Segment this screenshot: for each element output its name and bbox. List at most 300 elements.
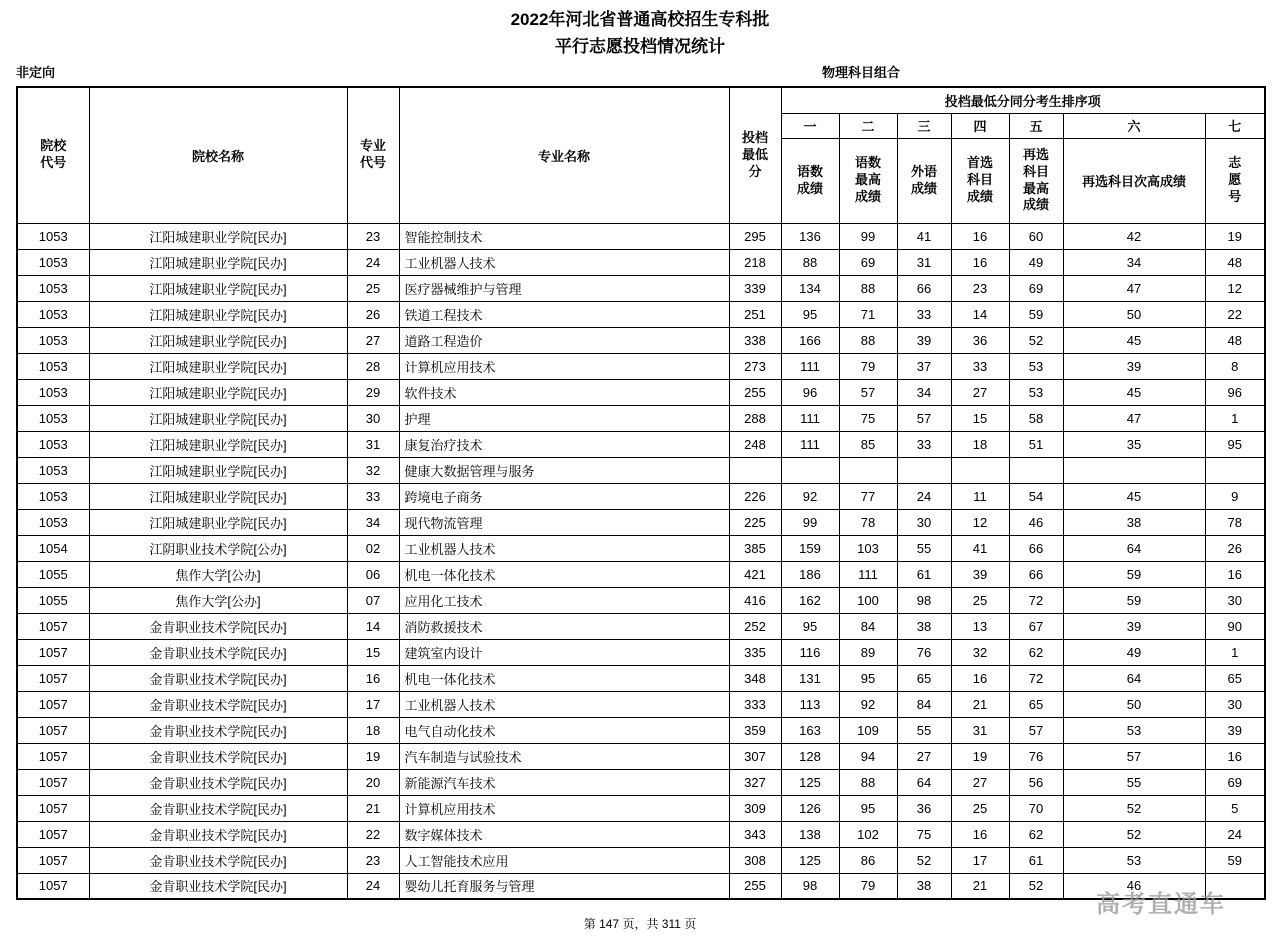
cell: 52	[1063, 795, 1205, 821]
table-row	[17, 613, 1265, 639]
cell: 163	[781, 717, 839, 743]
cell: 江阳城建职业学院[民办]	[89, 223, 347, 249]
cell: 65	[897, 665, 951, 691]
cell: 金肯职业技术学院[民办]	[89, 691, 347, 717]
cell: 45	[1063, 379, 1205, 405]
header-tiebreak-num-1: 一	[781, 113, 839, 138]
cell: 61	[897, 561, 951, 587]
cell: 95	[781, 301, 839, 327]
cell: 11	[951, 483, 1009, 509]
cell: 02	[347, 535, 399, 561]
cell: 21	[951, 691, 1009, 717]
cell: 98	[781, 873, 839, 899]
table-row	[17, 795, 1265, 821]
cell: 汽车制造与试验技术	[399, 743, 729, 769]
cell: 71	[839, 301, 897, 327]
cell: 62	[1009, 639, 1063, 665]
cell: 273	[729, 353, 781, 379]
cell: 385	[729, 535, 781, 561]
cell: 59	[1063, 561, 1205, 587]
cell: 38	[897, 613, 951, 639]
cell: 41	[897, 223, 951, 249]
cell: 江阳城建职业学院[民办]	[89, 275, 347, 301]
table-row	[17, 639, 1265, 665]
cell: 工业机器人技术	[399, 691, 729, 717]
cell: 309	[729, 795, 781, 821]
cell: 58	[1009, 405, 1063, 431]
cell: 52	[1009, 873, 1063, 899]
cell: 1053	[17, 405, 89, 431]
cell: 工业机器人技术	[399, 249, 729, 275]
cell: 机电一体化技术	[399, 665, 729, 691]
cell: 17	[951, 847, 1009, 873]
cell: 46	[1063, 873, 1205, 899]
cell: 59	[1063, 587, 1205, 613]
cell: 14	[347, 613, 399, 639]
cell: 38	[1063, 509, 1205, 535]
cell: 75	[897, 821, 951, 847]
cell: 1057	[17, 639, 89, 665]
cell: 护理	[399, 405, 729, 431]
cell: 88	[781, 249, 839, 275]
cell: 25	[347, 275, 399, 301]
table-header	[17, 87, 1265, 223]
cell: 92	[781, 483, 839, 509]
table-row	[17, 353, 1265, 379]
cell: 12	[1205, 275, 1265, 301]
cell: 30	[1205, 691, 1265, 717]
cell: 金肯职业技术学院[民办]	[89, 717, 347, 743]
cell: 1055	[17, 561, 89, 587]
cell: 45	[1063, 327, 1205, 353]
table-row	[17, 223, 1265, 249]
header-tiebreak-label-5: 再选科目最高成绩	[1009, 138, 1063, 223]
cell: 31	[951, 717, 1009, 743]
cell: 79	[839, 873, 897, 899]
cell: 90	[1205, 613, 1265, 639]
cell: 33	[347, 483, 399, 509]
cell: 79	[839, 353, 897, 379]
cell: 49	[1009, 249, 1063, 275]
cell: 66	[897, 275, 951, 301]
cell: 51	[1009, 431, 1063, 457]
cell: 1057	[17, 795, 89, 821]
table-row	[17, 431, 1265, 457]
cell: 1057	[17, 691, 89, 717]
cell: 27	[951, 379, 1009, 405]
cell: 1053	[17, 353, 89, 379]
cell: 338	[729, 327, 781, 353]
cell: 39	[1205, 717, 1265, 743]
cell: 55	[1063, 769, 1205, 795]
cell: 53	[1009, 353, 1063, 379]
cell: 金肯职业技术学院[民办]	[89, 847, 347, 873]
cell: 252	[729, 613, 781, 639]
cell: 1053	[17, 275, 89, 301]
cell: 23	[347, 847, 399, 873]
cell: 20	[347, 769, 399, 795]
cell: 现代物流管理	[399, 509, 729, 535]
cell: 166	[781, 327, 839, 353]
header-tiebreak-label-3: 外语成绩	[897, 138, 951, 223]
cell: 江阳城建职业学院[民办]	[89, 327, 347, 353]
cell: 416	[729, 587, 781, 613]
cell: 61	[1009, 847, 1063, 873]
cell: 95	[839, 795, 897, 821]
cell: 焦作大学[公办]	[89, 587, 347, 613]
cell: 26	[347, 301, 399, 327]
cell: 76	[897, 639, 951, 665]
cell: 65	[1009, 691, 1063, 717]
cell: 307	[729, 743, 781, 769]
cell: 48	[1205, 249, 1265, 275]
cell: 康复治疗技术	[399, 431, 729, 457]
header-college-name: 院校名称	[89, 87, 347, 223]
cell: 111	[839, 561, 897, 587]
cell: 98	[897, 587, 951, 613]
cell: 人工智能技术应用	[399, 847, 729, 873]
cell: 103	[839, 535, 897, 561]
cell: 金肯职业技术学院[民办]	[89, 769, 347, 795]
cell: 30	[1205, 587, 1265, 613]
cell	[839, 457, 897, 483]
header-tiebreak-label-2: 语数最高成绩	[839, 138, 897, 223]
cell: 12	[951, 509, 1009, 535]
cell: 53	[1063, 847, 1205, 873]
cell: 江阴职业技术学院[公办]	[89, 535, 347, 561]
cell: 应用化工技术	[399, 587, 729, 613]
cell: 06	[347, 561, 399, 587]
cell: 343	[729, 821, 781, 847]
cell: 88	[839, 769, 897, 795]
cell: 46	[1009, 509, 1063, 535]
placement-table	[16, 86, 1266, 900]
cell: 96	[781, 379, 839, 405]
cell: 1057	[17, 847, 89, 873]
cell: 65	[1205, 665, 1265, 691]
cell: 56	[1009, 769, 1063, 795]
cell: 49	[1063, 639, 1205, 665]
cell: 67	[1009, 613, 1063, 639]
cell	[1063, 457, 1205, 483]
cell: 1057	[17, 743, 89, 769]
cell: 1053	[17, 249, 89, 275]
cell: 95	[781, 613, 839, 639]
header-tiebreak-num-2: 二	[839, 113, 897, 138]
cell: 铁道工程技术	[399, 301, 729, 327]
cell: 07	[347, 587, 399, 613]
cell: 116	[781, 639, 839, 665]
cell: 18	[347, 717, 399, 743]
cell: 1055	[17, 587, 89, 613]
cell: 16	[1205, 561, 1265, 587]
cell: 24	[347, 249, 399, 275]
cell: 跨境电子商务	[399, 483, 729, 509]
cell: 28	[347, 353, 399, 379]
cell: 47	[1063, 405, 1205, 431]
cell: 111	[781, 405, 839, 431]
cell	[1009, 457, 1063, 483]
cell: 339	[729, 275, 781, 301]
cell: 52	[1009, 327, 1063, 353]
cell: 32	[347, 457, 399, 483]
cell: 57	[897, 405, 951, 431]
cell: 53	[1063, 717, 1205, 743]
cell: 电气自动化技术	[399, 717, 729, 743]
cell: 30	[347, 405, 399, 431]
cell: 16	[951, 821, 1009, 847]
cell: 38	[897, 873, 951, 899]
cell: 软件技术	[399, 379, 729, 405]
page-title-line2: 平行志愿投档情况统计	[555, 37, 725, 57]
cell: 248	[729, 431, 781, 457]
cell: 88	[839, 275, 897, 301]
cell: 1053	[17, 431, 89, 457]
header-tiebreak-group: 投档最低分同分考生排序项	[781, 87, 1265, 113]
cell: 江阳城建职业学院[民办]	[89, 301, 347, 327]
cell: 59	[1205, 847, 1265, 873]
cell: 69	[1205, 769, 1265, 795]
cell: 24	[1205, 821, 1265, 847]
cell: 52	[897, 847, 951, 873]
cell: 23	[347, 223, 399, 249]
cell: 78	[1205, 509, 1265, 535]
cell: 39	[1063, 353, 1205, 379]
cell: 金肯职业技术学院[民办]	[89, 665, 347, 691]
cell: 1053	[17, 223, 89, 249]
table-row	[17, 535, 1265, 561]
cell: 251	[729, 301, 781, 327]
cell: 1053	[17, 457, 89, 483]
cell: 50	[1063, 301, 1205, 327]
header-tiebreak-label-6: 再选科目次高成绩	[1063, 138, 1205, 223]
cell: 76	[1009, 743, 1063, 769]
cell: 99	[839, 223, 897, 249]
cell: 17	[347, 691, 399, 717]
cell: 134	[781, 275, 839, 301]
cell: 22	[347, 821, 399, 847]
cell: 295	[729, 223, 781, 249]
cell: 288	[729, 405, 781, 431]
cell: 64	[1063, 535, 1205, 561]
cell: 69	[839, 249, 897, 275]
cell: 1053	[17, 379, 89, 405]
cell: 14	[951, 301, 1009, 327]
cell: 92	[839, 691, 897, 717]
cell: 78	[839, 509, 897, 535]
cell: 江阳城建职业学院[民办]	[89, 249, 347, 275]
cell: 72	[1009, 665, 1063, 691]
cell: 19	[1205, 223, 1265, 249]
cell: 16	[951, 665, 1009, 691]
cell: 24	[897, 483, 951, 509]
cell: 99	[781, 509, 839, 535]
cell: 113	[781, 691, 839, 717]
cell: 32	[951, 639, 1009, 665]
cell: 94	[839, 743, 897, 769]
cell: 16	[951, 249, 1009, 275]
cell: 25	[951, 587, 1009, 613]
cell: 50	[1063, 691, 1205, 717]
table-row	[17, 717, 1265, 743]
table-row	[17, 275, 1265, 301]
cell: 焦作大学[公办]	[89, 561, 347, 587]
cell: 126	[781, 795, 839, 821]
cell: 95	[1205, 431, 1265, 457]
header-tiebreak-label-7: 志愿号	[1205, 138, 1265, 223]
cell: 34	[897, 379, 951, 405]
cell: 金肯职业技术学院[民办]	[89, 873, 347, 899]
cell: 54	[1009, 483, 1063, 509]
cell: 218	[729, 249, 781, 275]
cell: 37	[897, 353, 951, 379]
cell: 1	[1205, 405, 1265, 431]
cell: 27	[897, 743, 951, 769]
cell: 57	[1009, 717, 1063, 743]
cell: 125	[781, 769, 839, 795]
cell: 金肯职业技术学院[民办]	[89, 743, 347, 769]
cell: 数字媒体技术	[399, 821, 729, 847]
table-row	[17, 665, 1265, 691]
table-row	[17, 405, 1265, 431]
cell: 机电一体化技术	[399, 561, 729, 587]
cell: 136	[781, 223, 839, 249]
header-tiebreak-num-4: 四	[951, 113, 1009, 138]
cell: 31	[897, 249, 951, 275]
table-row	[17, 769, 1265, 795]
header-min-score: 投档最低分	[729, 87, 781, 223]
table-row	[17, 691, 1265, 717]
cell: 消防救援技术	[399, 613, 729, 639]
cell: 66	[1009, 535, 1063, 561]
cell: 95	[839, 665, 897, 691]
cell: 109	[839, 717, 897, 743]
cell: 41	[951, 535, 1009, 561]
table-row	[17, 483, 1265, 509]
table-row	[17, 873, 1265, 899]
cell	[781, 457, 839, 483]
cell: 道路工程造价	[399, 327, 729, 353]
header-college-code: 院校代号	[17, 87, 89, 223]
header-tiebreak-num-6: 六	[1063, 113, 1205, 138]
cell	[897, 457, 951, 483]
cell: 1057	[17, 769, 89, 795]
cell: 57	[1063, 743, 1205, 769]
cell: 62	[1009, 821, 1063, 847]
cell: 24	[347, 873, 399, 899]
cell: 1053	[17, 483, 89, 509]
table-row	[17, 509, 1265, 535]
header-tiebreak-label-4: 首选科目成绩	[951, 138, 1009, 223]
table-row	[17, 743, 1265, 769]
cell: 72	[1009, 587, 1063, 613]
cell: 19	[347, 743, 399, 769]
cell: 100	[839, 587, 897, 613]
cell: 江阳城建职业学院[民办]	[89, 379, 347, 405]
cell: 22	[1205, 301, 1265, 327]
cell: 新能源汽车技术	[399, 769, 729, 795]
cell: 5	[1205, 795, 1265, 821]
cell: 36	[951, 327, 1009, 353]
table-row	[17, 379, 1265, 405]
cell: 39	[951, 561, 1009, 587]
page-title	[0, 6, 1280, 60]
table-row	[17, 821, 1265, 847]
page-title-line1: 2022年河北省普通高校招生专科批	[510, 10, 770, 29]
cell: 1057	[17, 821, 89, 847]
cell: 21	[347, 795, 399, 821]
cell: 27	[347, 327, 399, 353]
cell: 34	[1063, 249, 1205, 275]
cell: 131	[781, 665, 839, 691]
cell: 53	[1009, 379, 1063, 405]
cell: 64	[1063, 665, 1205, 691]
header-tiebreak-label-1: 语数成绩	[781, 138, 839, 223]
cell: 159	[781, 535, 839, 561]
cell: 35	[1063, 431, 1205, 457]
cell: 125	[781, 847, 839, 873]
cell: 333	[729, 691, 781, 717]
cell: 66	[1009, 561, 1063, 587]
cell: 128	[781, 743, 839, 769]
cell: 111	[781, 431, 839, 457]
cell: 102	[839, 821, 897, 847]
cell: 96	[1205, 379, 1265, 405]
cell: 计算机应用技术	[399, 795, 729, 821]
cell: 1057	[17, 613, 89, 639]
cell	[951, 457, 1009, 483]
cell: 1054	[17, 535, 89, 561]
cell: 47	[1063, 275, 1205, 301]
table-row	[17, 249, 1265, 275]
cell: 226	[729, 483, 781, 509]
cell: 江阳城建职业学院[民办]	[89, 431, 347, 457]
cell: 江阳城建职业学院[民办]	[89, 457, 347, 483]
cell: 348	[729, 665, 781, 691]
cell: 84	[839, 613, 897, 639]
cell: 77	[839, 483, 897, 509]
header-tiebreak-num-3: 三	[897, 113, 951, 138]
cell: 33	[897, 301, 951, 327]
table-row	[17, 561, 1265, 587]
cell: 18	[951, 431, 1009, 457]
cell: 1057	[17, 717, 89, 743]
cell: 86	[839, 847, 897, 873]
cell: 255	[729, 379, 781, 405]
cell: 111	[781, 353, 839, 379]
cell: 52	[1063, 821, 1205, 847]
cell: 39	[897, 327, 951, 353]
cell: 1	[1205, 639, 1265, 665]
header-major-name: 专业名称	[399, 87, 729, 223]
cell: 16	[951, 223, 1009, 249]
cell: 308	[729, 847, 781, 873]
cell: 金肯职业技术学院[民办]	[89, 639, 347, 665]
cell: 55	[897, 535, 951, 561]
cell: 84	[897, 691, 951, 717]
table-row	[17, 301, 1265, 327]
cell: 21	[951, 873, 1009, 899]
cell: 33	[951, 353, 1009, 379]
cell: 智能控制技术	[399, 223, 729, 249]
cell: 1057	[17, 873, 89, 899]
cell: 金肯职业技术学院[民办]	[89, 821, 347, 847]
cell: 26	[1205, 535, 1265, 561]
cell: 8	[1205, 353, 1265, 379]
cell: 34	[347, 509, 399, 535]
cell: 138	[781, 821, 839, 847]
cell: 1053	[17, 327, 89, 353]
